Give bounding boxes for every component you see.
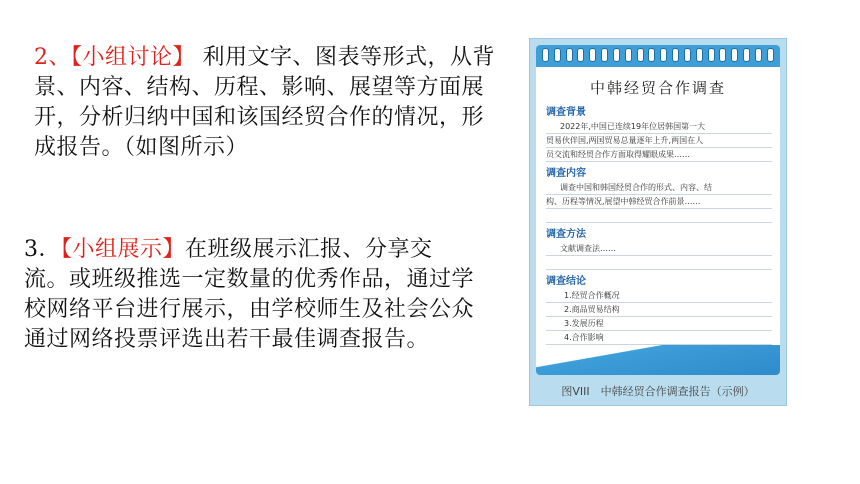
figure-caption: 图VIII 中韩经贸合作调查报告（示例） — [561, 385, 755, 398]
section-title: 调查结论 — [546, 276, 586, 287]
ring-icon — [755, 48, 762, 62]
ring-icon — [625, 48, 632, 62]
report-title: 中韩经贸合作调查 — [589, 79, 726, 97]
section-title: 调查背景 — [546, 107, 586, 118]
notebook-binding — [536, 45, 780, 67]
text-line: 2022年,中国已连续19年位居韩国第一大 — [546, 120, 772, 134]
text-line: 调查中国和韩国经贸合作的形式、内容、结 — [546, 181, 772, 195]
ring-icon — [542, 48, 549, 62]
binding-rings — [542, 48, 774, 62]
paragraph-number: 3． — [24, 237, 61, 262]
ring-icon — [696, 48, 703, 62]
section-background — [546, 106, 772, 162]
section-content — [546, 167, 772, 223]
text-line: 构、历程等情况,展望中韩经贸合作前景…… — [546, 195, 772, 209]
ring-icon — [577, 48, 584, 62]
discussion-paragraph — [34, 43, 504, 163]
group-presentation-tag: 【小组展示】 — [61, 237, 186, 262]
ring-icon — [660, 48, 667, 62]
list-item: 3.发展历程 — [546, 317, 772, 331]
text-line: 文献调查法…… — [546, 242, 772, 256]
ring-icon — [767, 48, 774, 62]
ring-icon — [554, 48, 561, 62]
list-item: 4.合作影响 — [546, 331, 772, 345]
paragraph-number: 2、 — [34, 45, 71, 70]
ring-icon — [648, 48, 655, 62]
ring-icon — [601, 48, 608, 62]
text-line — [546, 209, 772, 223]
presentation-text: 在班级展示汇报、分享交流。或班级推选一定数量的优秀作品，通过学校网络平台进行展示，由学校师生及社会公众通过网络投票评选出若干最佳调查报告。 — [24, 237, 475, 352]
text-line: 员交流和经贸合作方面取得耀眼成果…… — [546, 148, 772, 162]
section-title: 调查方法 — [546, 229, 586, 240]
report-example-figure — [529, 38, 787, 406]
paper-bottom-decoration — [536, 345, 780, 375]
list-item: 2.商品贸易结构 — [546, 303, 772, 317]
presentation-paragraph — [24, 235, 474, 355]
ring-icon — [731, 48, 738, 62]
ring-icon — [708, 48, 715, 62]
ring-icon — [743, 48, 750, 62]
group-discussion-tag: 【小组讨论】 — [71, 45, 196, 70]
ring-icon — [566, 48, 573, 62]
text-line — [546, 256, 772, 270]
report-content — [546, 101, 772, 358]
ring-icon — [719, 48, 726, 62]
ring-icon — [589, 48, 596, 62]
section-method — [546, 228, 772, 270]
report-paper — [536, 45, 780, 375]
ring-icon — [684, 48, 691, 62]
ring-icon — [672, 48, 679, 62]
text-line: 贸易伙伴国,两国贸易总量逐年上升,两国在人 — [546, 134, 772, 148]
section-title: 调查内容 — [546, 168, 586, 179]
ring-icon — [613, 48, 620, 62]
list-item: 1.经贸合作概况 — [546, 289, 772, 303]
discussion-text: 利用文字、图表等形式，从背景、内容、结构、历程、影响、展望等方面展开，分析归纳中国和该国经贸合作的情况，形成报告。（如图所示） — [34, 45, 496, 160]
ring-icon — [637, 48, 644, 62]
